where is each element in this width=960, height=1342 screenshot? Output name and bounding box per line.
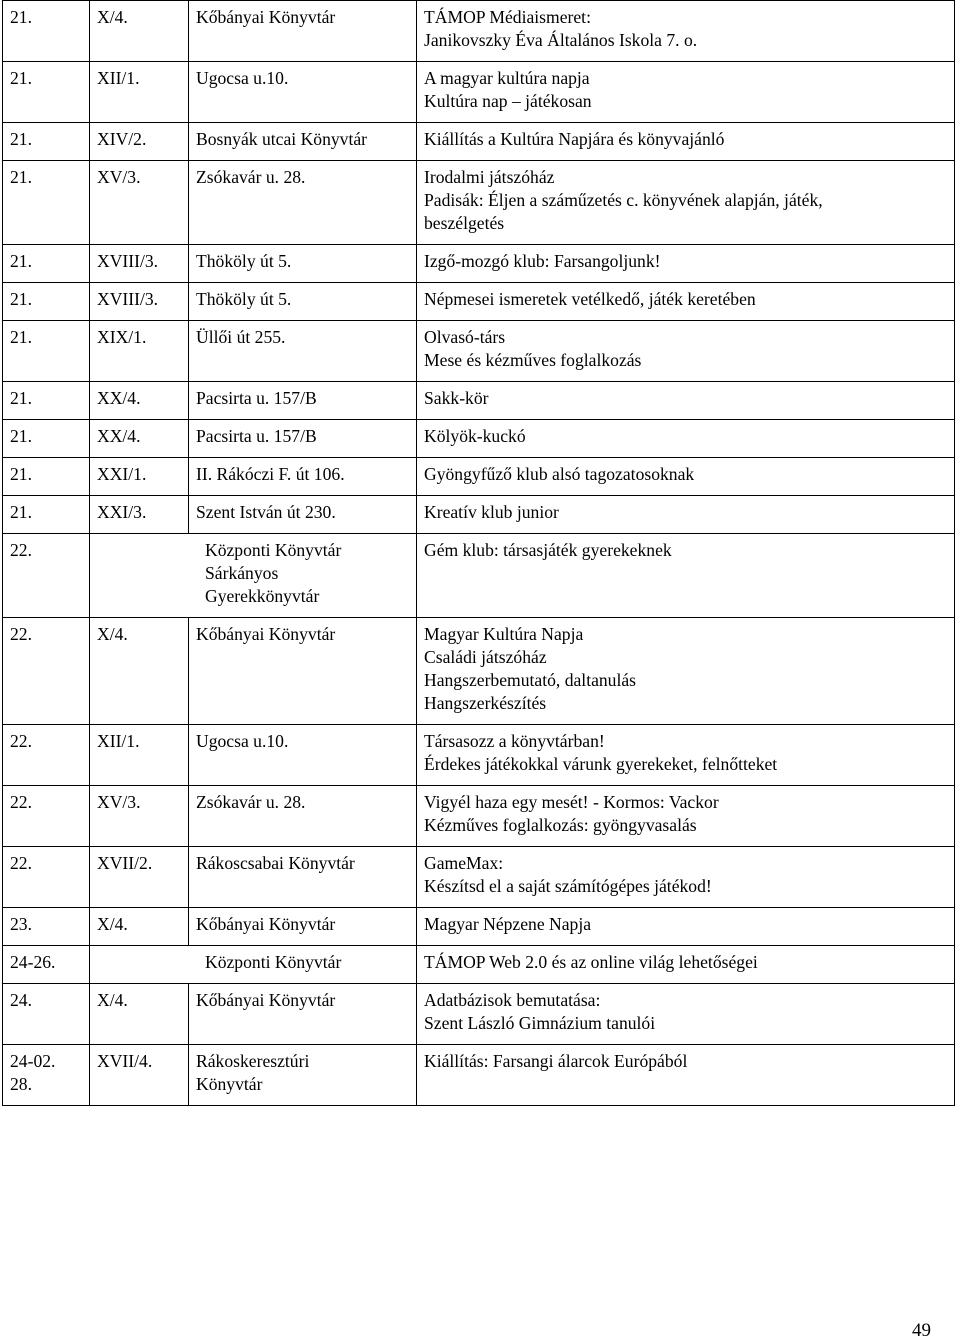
day-cell-line: 21. — [10, 289, 32, 309]
event-cell — [417, 245, 955, 283]
day-cell-line: 24-26. — [10, 952, 56, 972]
day-cell — [3, 283, 90, 321]
place-cell-line: Rákoskeresztúri — [196, 1051, 310, 1071]
place-cell-line: Thököly út 5. — [196, 251, 292, 271]
district-cell — [90, 496, 189, 534]
event-cell-line: Izgő-mozgó klub: Farsangoljunk! — [424, 251, 661, 271]
day-cell — [3, 534, 90, 618]
event-cell-line: Irodalmi játszóház — [424, 167, 555, 187]
event-cell-line: Kiállítás: Farsangi álarcok Európából — [424, 1051, 688, 1071]
day-cell — [3, 908, 90, 946]
page-number: 49 — [912, 1320, 931, 1341]
table-row — [3, 618, 955, 725]
day-cell — [3, 847, 90, 908]
event-cell — [417, 618, 955, 725]
place-cell — [189, 725, 417, 786]
place-cell-line: Kőbányai Könyvtár — [196, 990, 336, 1010]
event-cell — [417, 984, 955, 1045]
place-cell-line: Szent István út 230. — [196, 502, 336, 522]
day-cell — [3, 725, 90, 786]
district-cell — [90, 245, 189, 283]
district-cell — [90, 1045, 189, 1106]
day-cell-line: 21. — [10, 167, 32, 187]
day-cell-line: 22. — [10, 540, 32, 560]
day-cell-line: 22. — [10, 624, 32, 644]
event-cell-line: Janikovszky Éva Általános Iskola 7. o. — [424, 30, 698, 50]
event-cell — [417, 534, 955, 618]
district-cell-line: XXI/1. — [97, 464, 147, 484]
district-cell-line: X/4. — [97, 7, 128, 27]
district-cell-line: XVII/2. — [97, 853, 153, 873]
district-cell-line: XX/4. — [97, 388, 141, 408]
day-cell-line: 21. — [10, 388, 32, 408]
place-cell-line: Kőbányai Könyvtár — [196, 624, 336, 644]
day-cell — [3, 1045, 90, 1106]
place-cell — [189, 420, 417, 458]
place-cell — [189, 245, 417, 283]
district-cell-line: XV/3. — [97, 792, 141, 812]
table-row — [3, 62, 955, 123]
table-row — [3, 1045, 955, 1106]
district-cell-line: XII/1. — [97, 68, 140, 88]
day-cell — [3, 321, 90, 382]
place-cell-line: Zsókavár u. 28. — [196, 167, 306, 187]
event-cell — [417, 496, 955, 534]
place-cell — [189, 62, 417, 123]
place-cell-line: Ugocsa u.10. — [196, 731, 289, 751]
day-cell-line: 22. — [10, 792, 32, 812]
district-cell — [90, 618, 189, 725]
district-cell-line: XIX/1. — [97, 327, 147, 347]
district-cell — [90, 847, 189, 908]
event-cell-line: Hangszerkészítés — [424, 693, 547, 713]
table-row — [3, 725, 955, 786]
day-cell — [3, 618, 90, 725]
district-cell-line: XVIII/3. — [97, 289, 159, 309]
place-cell — [189, 1045, 417, 1106]
district-cell-line: X/4. — [97, 914, 128, 934]
table-row — [3, 123, 955, 161]
day-cell — [3, 161, 90, 245]
district-cell-line: XV/3. — [97, 167, 141, 187]
table-row — [3, 458, 955, 496]
day-cell-line: 21. — [10, 426, 32, 446]
day-cell — [3, 123, 90, 161]
event-cell-line: Érdekes játékokkal várunk gyerekeket, felnőtteket — [424, 754, 778, 774]
day-cell-line: 21. — [10, 68, 32, 88]
event-cell — [417, 62, 955, 123]
event-cell-line: Kultúra nap – játékosan — [424, 91, 592, 111]
program-table — [2, 0, 955, 1106]
place-cell — [189, 161, 417, 245]
day-cell-line: 21. — [10, 7, 32, 27]
place-cell — [90, 534, 417, 618]
event-cell — [417, 725, 955, 786]
place-cell — [189, 786, 417, 847]
day-cell-line: 21. — [10, 327, 32, 347]
event-cell-line: Hangszerbemutató, daltanulás — [424, 670, 637, 690]
district-cell-line: XIV/2. — [97, 129, 147, 149]
district-cell-line: XVIII/3. — [97, 251, 159, 271]
district-cell — [90, 123, 189, 161]
day-cell-line: 21. — [10, 129, 32, 149]
district-cell — [90, 458, 189, 496]
district-cell-line: X/4. — [97, 990, 128, 1010]
event-cell-line: Mese és kézműves foglalkozás — [424, 350, 642, 370]
day-cell-line: 21. — [10, 464, 32, 484]
day-cell-line: 28. — [10, 1074, 32, 1094]
district-cell — [90, 908, 189, 946]
event-cell — [417, 161, 955, 245]
district-cell — [90, 1, 189, 62]
place-cell — [189, 908, 417, 946]
event-cell — [417, 847, 955, 908]
event-cell-line: GameMax: — [424, 853, 504, 873]
event-cell-line: TÁMOP Web 2.0 és az online világ lehetőségei — [424, 952, 758, 972]
table-row — [3, 245, 955, 283]
place-cell-line: Rákoscsabai Könyvtár — [196, 853, 355, 873]
event-cell — [417, 1, 955, 62]
day-cell-line: 22. — [10, 853, 32, 873]
event-cell-line: Kézműves foglalkozás: gyöngyvasalás — [424, 815, 697, 835]
day-cell-line: 24. — [10, 990, 32, 1010]
place-cell-line: Bosnyák utcai Könyvtár — [196, 129, 368, 149]
table-row — [3, 946, 955, 984]
event-cell — [417, 458, 955, 496]
district-cell — [90, 161, 189, 245]
event-cell-line: Kreatív klub junior — [424, 502, 559, 522]
table-row — [3, 908, 955, 946]
event-cell — [417, 382, 955, 420]
day-cell — [3, 382, 90, 420]
table-row — [3, 1, 955, 62]
place-cell-line: Kőbányai Könyvtár — [196, 914, 336, 934]
event-cell-line: Vigyél haza egy mesét! - Kormos: Vackor — [424, 792, 719, 812]
day-cell — [3, 984, 90, 1045]
place-cell — [189, 847, 417, 908]
place-cell — [189, 321, 417, 382]
day-cell-line: 21. — [10, 251, 32, 271]
place-cell — [189, 618, 417, 725]
table-row — [3, 283, 955, 321]
day-cell — [3, 458, 90, 496]
place-cell — [90, 946, 417, 984]
place-cell — [189, 496, 417, 534]
place-cell — [189, 283, 417, 321]
event-cell-line: Gém klub: társasjáték gyerekeknek — [424, 540, 672, 560]
place-cell-line: Kőbányai Könyvtár — [196, 7, 336, 27]
district-cell — [90, 62, 189, 123]
district-cell-line: XII/1. — [97, 731, 140, 751]
day-cell — [3, 245, 90, 283]
district-cell — [90, 984, 189, 1045]
event-cell — [417, 908, 955, 946]
day-cell-line: 22. — [10, 731, 32, 751]
place-cell-line: Könyvtár — [196, 1074, 263, 1094]
day-cell — [3, 946, 90, 984]
place-cell — [189, 984, 417, 1045]
place-cell — [189, 1, 417, 62]
day-cell — [3, 1, 90, 62]
event-cell — [417, 420, 955, 458]
event-cell — [417, 1045, 955, 1106]
table-row — [3, 984, 955, 1045]
event-cell-line: Magyar Népzene Napja — [424, 914, 592, 934]
program-table-body — [3, 1, 955, 1106]
district-cell — [90, 725, 189, 786]
place-cell-line: Pacsirta u. 157/B — [196, 426, 317, 446]
event-cell-line: Padisák: Éljen a száműzetés c. könyvének alapján, játék, — [424, 190, 823, 210]
place-cell-line: Pacsirta u. 157/B — [196, 388, 317, 408]
place-cell-line: Thököly út 5. — [196, 289, 292, 309]
event-cell-line: Társasozz a könyvtárban! — [424, 731, 605, 751]
table-row — [3, 382, 955, 420]
event-cell-line: Adatbázisok bemutatása: — [424, 990, 601, 1010]
event-cell — [417, 123, 955, 161]
event-cell-line: Sakk-kör — [424, 388, 489, 408]
district-cell-line: XXI/3. — [97, 502, 147, 522]
event-cell-line: Kölyök-kuckó — [424, 426, 526, 446]
district-cell — [90, 786, 189, 847]
table-row — [3, 496, 955, 534]
day-cell — [3, 62, 90, 123]
event-cell-line: beszélgetés — [424, 213, 505, 233]
event-cell-line: Családi játszóház — [424, 647, 547, 667]
day-cell-line: 23. — [10, 914, 32, 934]
table-row — [3, 786, 955, 847]
place-cell-line: Üllői út 255. — [196, 327, 286, 347]
event-cell — [417, 946, 955, 984]
day-cell — [3, 786, 90, 847]
place-cell-line: Központi Könyvtár — [205, 540, 342, 560]
district-cell — [90, 283, 189, 321]
day-cell-line: 24-02. — [10, 1051, 56, 1071]
place-cell-line: Ugocsa u.10. — [196, 68, 289, 88]
place-cell-line: Sárkányos — [205, 563, 279, 583]
event-cell-line: A magyar kultúra napja — [424, 68, 590, 88]
event-cell-line: Kiállítás a Kultúra Napjára és könyvajánló — [424, 129, 725, 149]
day-cell — [3, 420, 90, 458]
event-cell — [417, 321, 955, 382]
event-cell-line: Szent László Gimnázium tanulói — [424, 1013, 656, 1033]
district-cell-line: XVII/4. — [97, 1051, 153, 1071]
table-row — [3, 847, 955, 908]
district-cell-line: XX/4. — [97, 426, 141, 446]
district-cell-line: X/4. — [97, 624, 128, 644]
place-cell-line: Központi Könyvtár — [205, 952, 342, 972]
district-cell — [90, 321, 189, 382]
place-cell — [189, 382, 417, 420]
event-cell-line: Készítsd el a saját számítógépes játékod! — [424, 876, 712, 896]
event-cell — [417, 786, 955, 847]
day-cell — [3, 496, 90, 534]
district-cell — [90, 382, 189, 420]
place-cell — [189, 458, 417, 496]
table-row — [3, 420, 955, 458]
table-row — [3, 534, 955, 618]
event-cell-line: Népmesei ismeretek vetélkedő, játék keretében — [424, 289, 756, 309]
event-cell-line: Magyar Kultúra Napja — [424, 624, 584, 644]
event-cell-line: Gyöngyfűző klub alsó tagozatosoknak — [424, 464, 695, 484]
table-row — [3, 321, 955, 382]
place-cell-line: Zsókavár u. 28. — [196, 792, 306, 812]
district-cell — [90, 420, 189, 458]
event-cell-line: TÁMOP Médiaismeret: — [424, 7, 591, 27]
day-cell-line: 21. — [10, 502, 32, 522]
place-cell-line: Gyerekkönyvtár — [205, 586, 320, 606]
table-row — [3, 161, 955, 245]
event-cell — [417, 283, 955, 321]
event-cell-line: Olvasó-társ — [424, 327, 506, 347]
place-cell-line: II. Rákóczi F. út 106. — [196, 464, 345, 484]
place-cell — [189, 123, 417, 161]
